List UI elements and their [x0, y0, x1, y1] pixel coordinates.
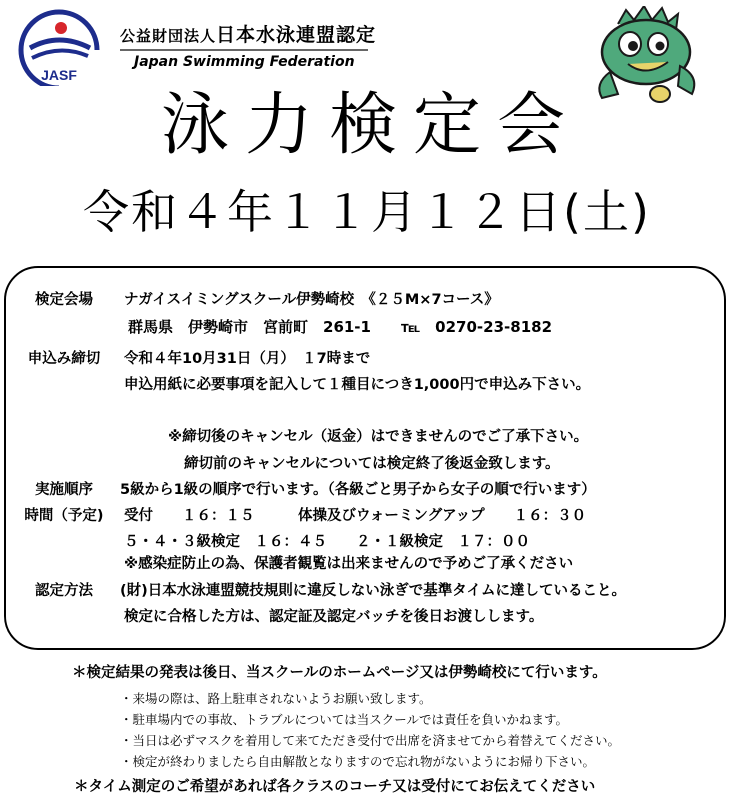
logo-text: JASF	[41, 67, 77, 83]
method-line-2: 検定に合格した方は、認定証及認定バッチを後日お渡しします。	[124, 609, 544, 625]
venue-address: 群馬県 伊勢崎市 宮前町 261-1 ℡ 0270-23-8182	[128, 318, 553, 336]
venue-label: 検定会場	[35, 292, 93, 308]
order-value: 5級から1級の順序で行います。（各級ごと男子から女子の順で行います）	[120, 482, 596, 498]
time-note: ※感染症防止の為、保護者観覧は出来ませんので予めご了承ください	[124, 556, 574, 572]
cancel-note-1: ※締切後のキャンセル（返金）はできませんのでご了承下さい。	[168, 429, 589, 445]
org-prefix: 公益財団法人	[120, 27, 217, 45]
order-label: 実施順序	[35, 482, 93, 498]
fee-text: 申込用紙に必要事項を記入して１種目につき1,000円で申込み下さい。	[124, 377, 591, 393]
method-line-1: (財)日本水泳連盟競技規則に違反しない泳ぎで基準タイムに達していること。	[120, 583, 626, 599]
org-main-name: 日本水泳連盟認定	[216, 24, 377, 46]
result-note: ＊検定結果の発表は後日、当スクールのホームページ又は伊勢崎校にて行います。	[72, 665, 607, 681]
venue-name: ナガイスイミングスクール伊勢崎校 《２５M×7コース》	[124, 292, 499, 308]
event-date: 令和４年１１月１２日(土)	[83, 185, 651, 239]
method-label: 認定方法	[35, 583, 93, 599]
time-line-2: ５・４・３級検定 １６：４５ ２・１級検定 １７：００	[124, 534, 530, 550]
page-title: 泳力検定会	[160, 86, 581, 165]
bullet-note: ・駐車場内での事故、トラブルについては当スクールでは責任を負いかねます。	[120, 712, 569, 727]
bullet-note: ・検定が終わりましたら自由解散となりますので忘れ物がないようにお帰り下さい。	[120, 754, 596, 769]
time-label: 時間（予定)	[24, 508, 104, 524]
timing-note: ＊タイム測定のご希望があれば各クラスのコーチ又は受付にてお伝えてください	[74, 779, 596, 795]
org-english-name: Japan Swimming Federation	[134, 54, 355, 70]
bullet-note: ・来場の際は、路上駐車されないようお願い致します。	[120, 691, 432, 706]
org-divider	[120, 49, 368, 51]
deadline-value: 令和４年10月31日（月） １7時まで	[124, 351, 371, 367]
cancel-note-2: 締切前のキャンセルについては検定終了後返金致します。	[184, 456, 560, 472]
time-line-1: 受付 １６：１５ 体操及びウォーミングアップ １６：３０	[124, 508, 587, 524]
jasf-logo	[14, 8, 104, 86]
bullet-note: ・当日は必ずマスクを着用して来てただき受付で出席を済ませてから着替えてください。	[120, 733, 621, 748]
org-name	[120, 20, 376, 47]
deadline-label: 申込み締切	[27, 351, 101, 367]
